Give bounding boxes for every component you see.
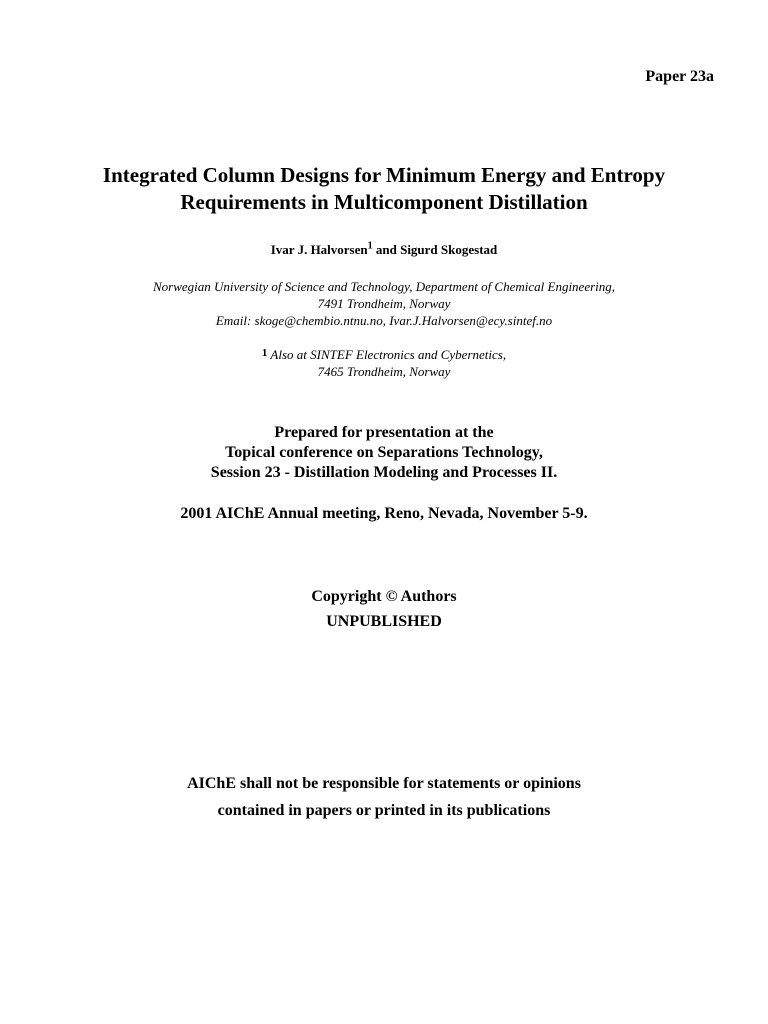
author-footnote-mark: 1 xyxy=(367,240,373,252)
affiliation-line-2: 7491 Trondheim, Norway xyxy=(317,296,451,311)
footnote-line-2: 7465 Trondheim, Norway xyxy=(317,364,451,379)
disclaimer-line-1: AIChE shall not be responsible for statements or opinions xyxy=(187,775,581,792)
copyright-line: Copyright © Authors xyxy=(311,588,457,605)
author-skogestad: and Sigurd Skogestad xyxy=(372,242,498,257)
presentation-line-3: Session 23 - Distillation Modeling and Processes II. xyxy=(210,464,558,481)
paper-title-line-2: Requirements in Multicomponent Distillation xyxy=(180,190,588,214)
disclaimer-block xyxy=(0,770,768,824)
presentation-line-1: Prepared for presentation at the xyxy=(274,424,494,441)
author-halvorsen: Ivar J. Halvorsen xyxy=(270,242,368,257)
presentation-line-2: Topical conference on Separations Technology, xyxy=(225,444,543,461)
affiliation-email: Email: skoge@chembio.ntnu.no, Ivar.J.Halvorsen@ecy.sintef.no xyxy=(215,313,553,328)
affiliation-block xyxy=(0,278,768,329)
author-footnote xyxy=(0,345,768,380)
paper-number: Paper 23a xyxy=(645,68,714,85)
affiliation-line-1: Norwegian University of Science and Technology, Department of Chemical Engineering, xyxy=(152,279,616,294)
footnote-text-1: Also at SINTEF Electronics and Cybernetics, xyxy=(270,347,507,362)
copyright-block xyxy=(0,584,768,634)
meeting-info: 2001 AIChE Annual meeting, Reno, Nevada, November 5-9. xyxy=(180,505,588,522)
footnote-mark: 1 xyxy=(261,347,268,359)
paper-title-line-1: Integrated Column Designs for Minimum Energy and Entropy xyxy=(102,163,666,187)
paper-title xyxy=(0,162,768,216)
author-list xyxy=(0,242,768,258)
footnote-line-1 xyxy=(0,345,768,363)
unpublished-label: UNPUBLISHED xyxy=(326,613,442,630)
disclaimer-line-2: contained in papers or printed in its publications xyxy=(217,802,551,819)
presentation-note xyxy=(0,423,768,483)
